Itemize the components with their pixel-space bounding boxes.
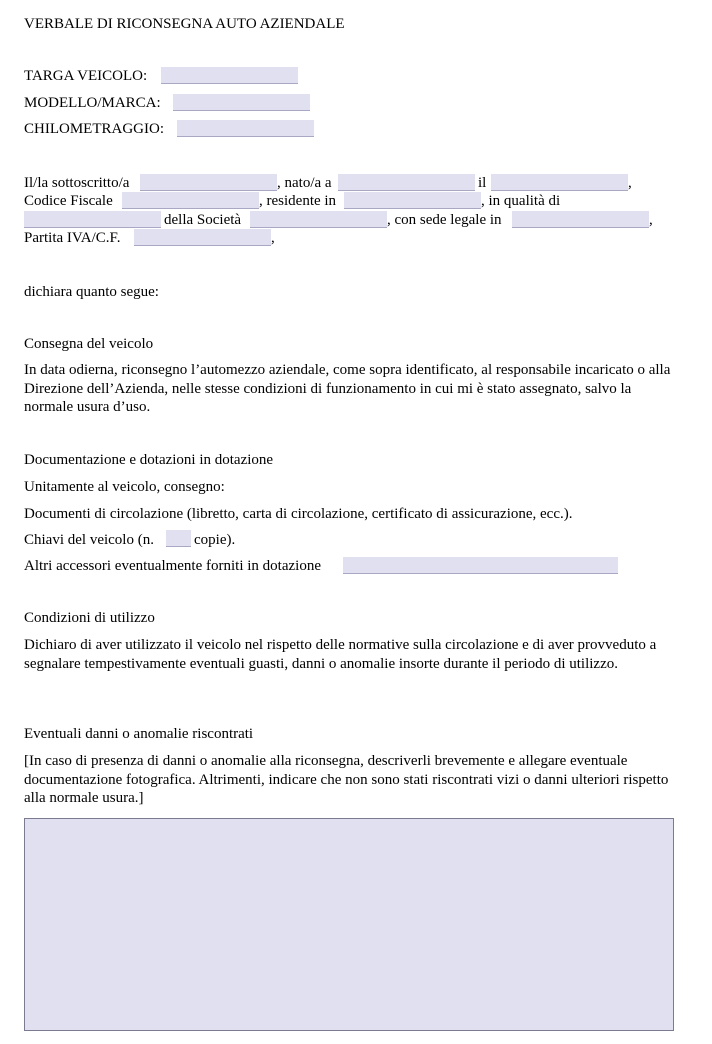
chiavi-suffix: copie). [194, 532, 236, 548]
danni-textarea[interactable] [24, 818, 674, 1031]
piva-field[interactable] [134, 229, 271, 246]
danni-instructions: [In caso di presenza di danni o anomalie alla riconsegna, descriverli brevemente e allegare eventuale documentazione fotografica. Altrimenti, indicare che non sono stati riscontrati vizi o danni ulteriori rispetto alla normale usura.] [24, 753, 669, 806]
modello-label: MODELLO/MARCA: [24, 95, 161, 111]
chilometraggio-field[interactable] [177, 120, 314, 137]
residente-label: , residente in [259, 193, 337, 209]
nome-field[interactable] [140, 174, 277, 191]
luogo-nascita-field[interactable] [338, 174, 475, 191]
chiavi-label: Chiavi del veicolo (n. [24, 532, 154, 548]
section-heading-consegna: Consegna del veicolo [24, 336, 154, 352]
accessori-field[interactable] [343, 557, 618, 574]
nato-label: , nato/a a [277, 175, 332, 191]
il-label: il [478, 175, 487, 191]
section-heading-danni: Eventuali danni o anomalie riscontrati [24, 726, 254, 742]
document-title: VERBALE DI RICONSEGNA AUTO AZIENDALE [24, 16, 345, 32]
comma: , [271, 230, 275, 246]
targa-field[interactable] [161, 67, 298, 84]
comma: , [628, 175, 632, 191]
chiavi-count-field[interactable] [166, 530, 191, 547]
chilometraggio-label: CHILOMETRAGGIO: [24, 121, 164, 137]
codice-fiscale-field[interactable] [122, 192, 259, 209]
condizioni-paragraph: Dichiaro di aver utilizzato il veicolo nel rispetto delle normative sulla circolazione e di aver provveduto a segnalare tempestivamente eventuali guasti, danni o anomalie insorte durante il periodo di utilizzo. [24, 637, 657, 672]
consegna-paragraph: In data odierna, riconsegno l’automezzo aziendale, come sopra identificato, al responsabile incaricato o alla Direzione dell’Azienda, nelle stesse condizioni di funzionamento in cui mi è stato assegnato, salvo la normale usura d’uso. [24, 362, 671, 415]
modello-field[interactable] [173, 94, 310, 111]
qualita-label: , in qualità di [481, 193, 561, 209]
section-heading-condizioni: Condizioni di utilizzo [24, 610, 155, 626]
piva-label: Partita IVA/C.F. [24, 230, 121, 246]
codice-fiscale-label: Codice Fiscale [24, 193, 113, 209]
documenti-item: Documenti di circolazione (libretto, carta di circolazione, certificato di assicurazione, ecc.). [24, 506, 573, 522]
accessori-label: Altri accessori eventualmente forniti in dotazione [24, 558, 321, 574]
sede-label: , con sede legale in [387, 212, 502, 228]
societa-field[interactable] [250, 211, 387, 228]
residenza-field[interactable] [344, 192, 481, 209]
documentazione-intro: Unitamente al veicolo, consegno: [24, 479, 225, 495]
targa-label: TARGA VEICOLO: [24, 68, 148, 84]
sede-field[interactable] [512, 211, 649, 228]
dichiara-text: dichiara quanto segue: [24, 284, 159, 300]
societa-label: della Società [164, 212, 242, 228]
data-nascita-field[interactable] [491, 174, 628, 191]
section-heading-documentazione: Documentazione e dotazioni in dotazione [24, 452, 274, 468]
sottoscritto-label: Il/la sottoscritto/a [24, 175, 130, 191]
comma: , [649, 212, 653, 228]
qualita-field[interactable] [24, 211, 161, 228]
